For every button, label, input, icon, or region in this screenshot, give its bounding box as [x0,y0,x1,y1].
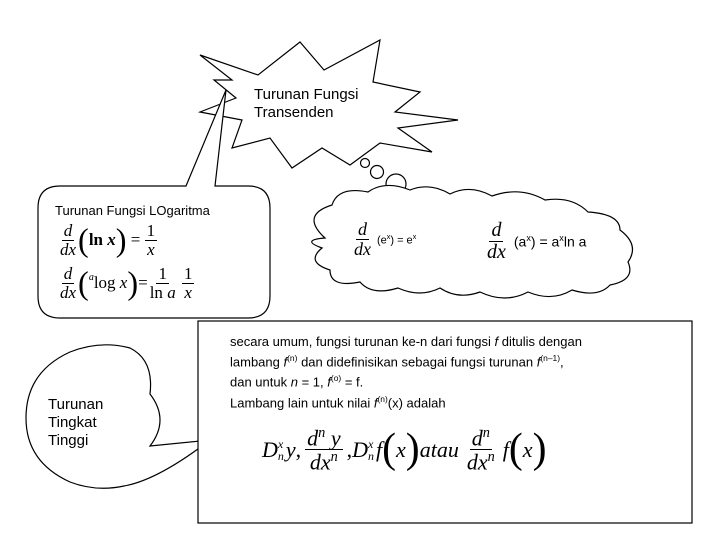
d-dx-fraction: $\frac{d}{dx}$ [487,219,506,263]
dn-dxn-fraction: $\frac{d^n y}{dx^n}$ [307,425,341,475]
explosion-line2: Transenden [254,104,334,121]
thought-bubble-medium [371,166,384,179]
d-dx-fraction: $\frac{d}{dx}$ [60,264,77,302]
main-paragraph: secara umum, fungsi turunan ke-n dari fungsi f ditulis dengan lambang $f^{(n)}$ dan didefinisikan sebagai fungsi turunan $f^{(n-1)}$, dan untuk n = 1, $f^{(o)} = f$. Lambang lain untuk nilai $f^{(n)}(x)$ adalah [230,334,582,410]
log-box-title: Turunan Fungsi LOgaritma [55,203,210,218]
one-over-ln-a-fraction: $\frac{1}{\text{ln a}}$ [149,264,176,302]
one-over-x-fraction: $\frac{1}{x}$ [146,221,156,259]
higher-derivative-formula: D x n y , $\frac{d^n y}{dx^n}$ , D x n f ( x ) atau $\frac{d^n}{dx^n}$ f ( x ) [262,425,547,475]
thought-bubble-small [361,159,370,168]
cloud-eq-ax: $\frac{d}{dx}$ $(a^x) = a^x\ln$ a [487,219,587,263]
cloud-eq-exp: $\frac{d}{dx}$ $(e^x) = e^x$ [354,219,417,259]
oval-text: Turunan Tingkat Tinggi [48,396,104,449]
one-over-x-fraction: $\frac{1}{x}$ [183,264,193,302]
explosion-line1: Turunan Fungsi [254,86,359,103]
dn-dxn-fraction-2: $\frac{d^n}{dx^n}$ [466,425,495,475]
d-dx-fraction: $\frac{d}{dx}$ [354,219,371,259]
log-eq-ln: $\frac{d}{dx}$ ( ln x ) = $\frac{1}{x}$ [60,221,156,259]
d-dx-fraction: $\frac{d}{dx}$ [60,221,77,259]
log-eq-loga: $\frac{d}{dx}$ ( $^a$ log x ) = $\frac{1}{\text{ln a}}$ $\frac{1}{x}$ [60,264,193,302]
explosion-title [254,86,359,122]
